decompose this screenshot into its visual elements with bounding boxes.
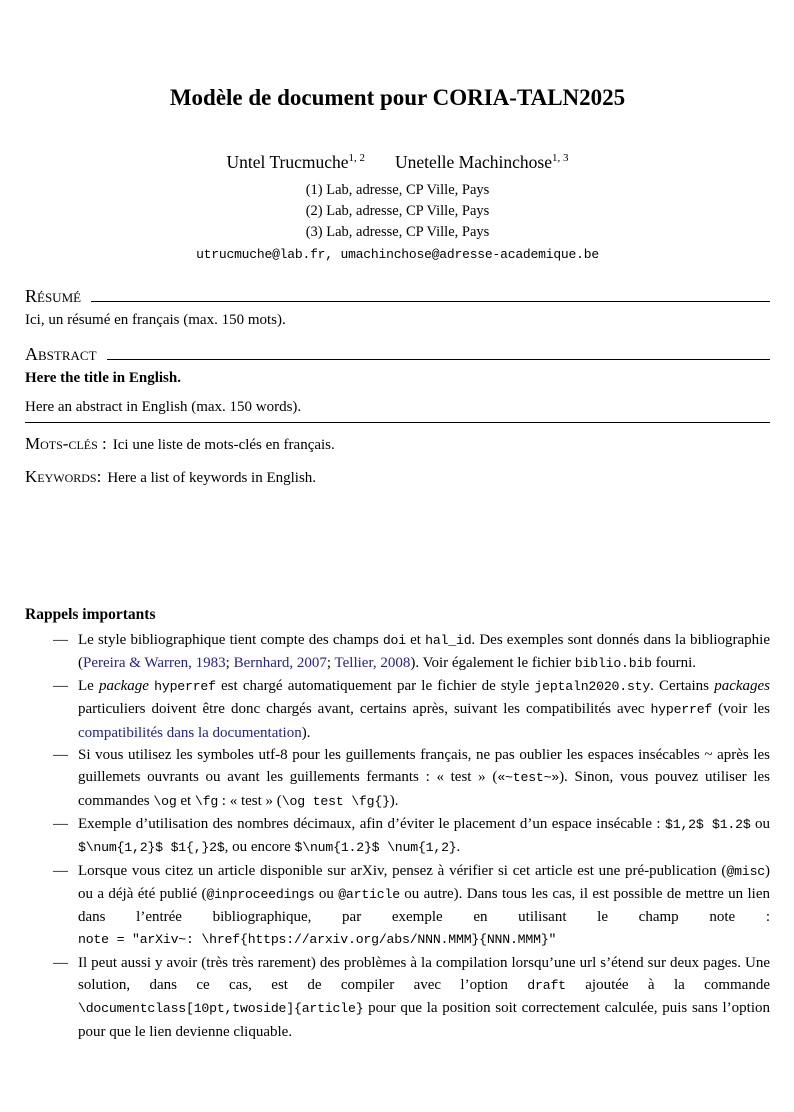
mots-cles-line — [25, 433, 770, 456]
author-emails: utrucmuche@lab.fr, umachinchose@adresse-academique.be — [196, 246, 599, 262]
item-dash: — — [53, 815, 68, 832]
text-segment-code: \og test \fg{} — [281, 793, 390, 809]
text-segment-plain: Si vous utilisez les symboles utf-8 pour les guillements français, ne pas oublier les espaces insécables ~ après les guillemets ouvrants ou avant les guillements fermants : « test » ( — [78, 747, 770, 786]
text-segment-plain: est chargé automatiquement par le fichier de style — [215, 678, 535, 695]
item-dash: — — [53, 747, 68, 764]
item-text — [78, 629, 770, 676]
abstract-section-header — [25, 343, 770, 365]
text-segment-italic: packages — [714, 678, 770, 695]
list-item — [25, 675, 770, 744]
text-segment-code: draft — [527, 978, 566, 994]
text-segment-plain: ; — [326, 654, 335, 671]
text-segment-plain: . Des exemples sont donnés dans la bibliographie ( — [78, 631, 771, 671]
keywords-label: Keywords: — [25, 466, 102, 486]
paper-title: Modèle de document pour CORIA-TALN2025 — [169, 85, 626, 110]
english-title: Here the title in English. — [25, 369, 181, 386]
text-segment-plain: ). — [301, 724, 311, 741]
list-item — [25, 744, 770, 813]
text-segment-plain: et — [405, 631, 426, 648]
text-segment-plain: ) ou a déjà été publié ( — [78, 862, 770, 902]
text-segment-code: @article — [338, 886, 400, 902]
resume-rule — [91, 285, 770, 302]
inline-link[interactable]: compatibilités dans la documentation — [78, 724, 302, 741]
inline-link[interactable]: Pereira & Warren, 1983 — [83, 654, 226, 671]
authors-line — [25, 150, 770, 174]
author-2-name: Unetelle Machinchose — [395, 151, 552, 172]
text-segment-plain: fourni. — [651, 654, 697, 671]
text-segment-plain: . Certains — [650, 678, 715, 695]
item-text — [78, 952, 770, 1043]
author-1-name: Untel Trucmuche — [226, 151, 349, 172]
affiliation-1: (1) Lab, adresse, CP Ville, Pays — [305, 181, 490, 198]
text-segment-plain: Le — [78, 678, 99, 695]
text-segment-code: hyperref — [650, 702, 713, 718]
affiliation-3: (3) Lab, adresse, CP Ville, Pays — [305, 223, 490, 240]
list-item — [25, 860, 770, 952]
item-dash: — — [53, 954, 68, 971]
text-segment-plain: Exemple d’utilisation des nombres décimaux, afin d’éviter le placement d’un espace insécable : — [78, 815, 666, 832]
text-segment-plain: et — [176, 792, 195, 809]
text-segment-plain: , ou encore — [224, 839, 295, 856]
text-segment-code: hal_id — [425, 632, 472, 648]
item-text — [78, 744, 770, 813]
text-segment-plain: ). Voir également le fichier — [410, 654, 575, 671]
item-dash: — — [53, 862, 68, 879]
mots-cles-label: Mots-clés : — [25, 433, 107, 453]
text-segment-code: biblio.bib — [574, 655, 652, 671]
keywords-text: Here a list of keywords in English. — [107, 469, 317, 486]
text-segment-code: @inproceedings — [206, 886, 315, 902]
text-segment-plain: ou — [750, 815, 771, 832]
resume-text: Ici, un résumé en français (max. 150 mots). — [25, 311, 286, 328]
abstract-label: Abstract — [25, 343, 97, 364]
text-segment-plain: Lorsque vous citez un article disponible sur arXiv, pensez à vérifier si cet article est une pré-publication ( — [78, 862, 727, 879]
text-segment-code: \documentclass[10pt,twoside]{article} — [78, 1001, 364, 1017]
inline-link[interactable]: Tellier, 2008 — [334, 654, 411, 671]
resume-label: Résumé — [25, 285, 82, 306]
text-segment-plain: ; — [225, 654, 234, 671]
text-segment-code: $\num{1.2}$ \num{1,2} — [294, 840, 457, 856]
author-2-affiliation-marks: 1, 3 — [551, 151, 569, 164]
list-item — [25, 629, 770, 676]
item-text — [78, 860, 770, 952]
item-dash: — — [53, 678, 68, 695]
resume-section-header — [25, 285, 770, 307]
keywords-line — [25, 466, 770, 489]
item-text — [78, 675, 770, 744]
author-1-affiliation-marks: 1, 2 — [348, 151, 366, 164]
reminders-heading: Rappels importants — [25, 605, 156, 623]
text-segment-code: jeptaln2020.sty — [534, 679, 651, 695]
text-segment-code: hyperref — [154, 679, 216, 695]
text-segment-plain: ou autre). Dans tous les cas, il est possible de mettre un lien dans l’entrée bibliographique, par exemple en utilisant le champ note : — [78, 885, 771, 926]
text-segment-code: note = "arXiv~: \href{https://arxiv.org/abs/NNN.MMM}{NNN.MMM}" — [78, 932, 557, 948]
text-segment-code: «~test~» — [497, 770, 560, 786]
text-segment-plain: : « test » ( — [218, 792, 282, 809]
text-segment-plain: pour que la position soit correctement calculée, puis sans l’option pour que le lien devienne cliquable. — [78, 1000, 770, 1040]
item-dash: — — [53, 631, 68, 648]
text-segment-plain: . — [456, 839, 461, 856]
text-segment-code: doi — [382, 632, 406, 648]
author-2 — [395, 152, 568, 172]
mots-cles-text: Ici une liste de mots-clés en français. — [112, 436, 335, 453]
text-segment-plain: Le style bibliographique tient compte des champs — [78, 631, 383, 648]
inline-link[interactable]: Bernhard, 2007 — [233, 654, 327, 671]
text-segment-plain: ). — [389, 792, 399, 809]
english-abstract: Here an abstract in English (max. 150 words). — [25, 397, 770, 423]
list-item — [25, 952, 770, 1043]
list-item — [25, 813, 770, 860]
author-1 — [227, 152, 366, 172]
affiliations-block — [25, 180, 770, 243]
text-segment-code: \og — [153, 793, 177, 809]
text-segment-plain: Il peut aussi y avoir (très très rarement) des problèmes à la compilation lorsqu’une url s’étend sur deux pages. Une solution, dans ce cas, est de compiler avec l’option — [78, 954, 770, 994]
abstract-rule — [107, 343, 770, 360]
text-segment-plain: ). Sinon, vous pouvez utiliser les commandes — [78, 769, 770, 809]
text-segment-code: @misc — [726, 863, 765, 879]
text-segment-italic: package — [98, 678, 149, 695]
page-content — [0, 84, 794, 1043]
text-segment-code: $1,2$ $1.2$ — [665, 816, 751, 832]
reminders-list — [25, 629, 770, 1043]
text-segment-plain: ou — [314, 885, 339, 902]
text-segment-code: $\num{1,2}$ $1{,}2$ — [78, 840, 225, 856]
text-segment-plain: ajoutée à la commande — [565, 977, 770, 994]
text-segment-code: \fg — [194, 793, 219, 809]
item-text — [78, 813, 770, 860]
text-segment-plain: particuliers doivent être donc chargés avant, certains après, suivant les compatibilités avec — [78, 701, 651, 718]
affiliation-2: (2) Lab, adresse, CP Ville, Pays — [305, 202, 490, 219]
text-segment-plain: (voir les — [712, 701, 770, 718]
